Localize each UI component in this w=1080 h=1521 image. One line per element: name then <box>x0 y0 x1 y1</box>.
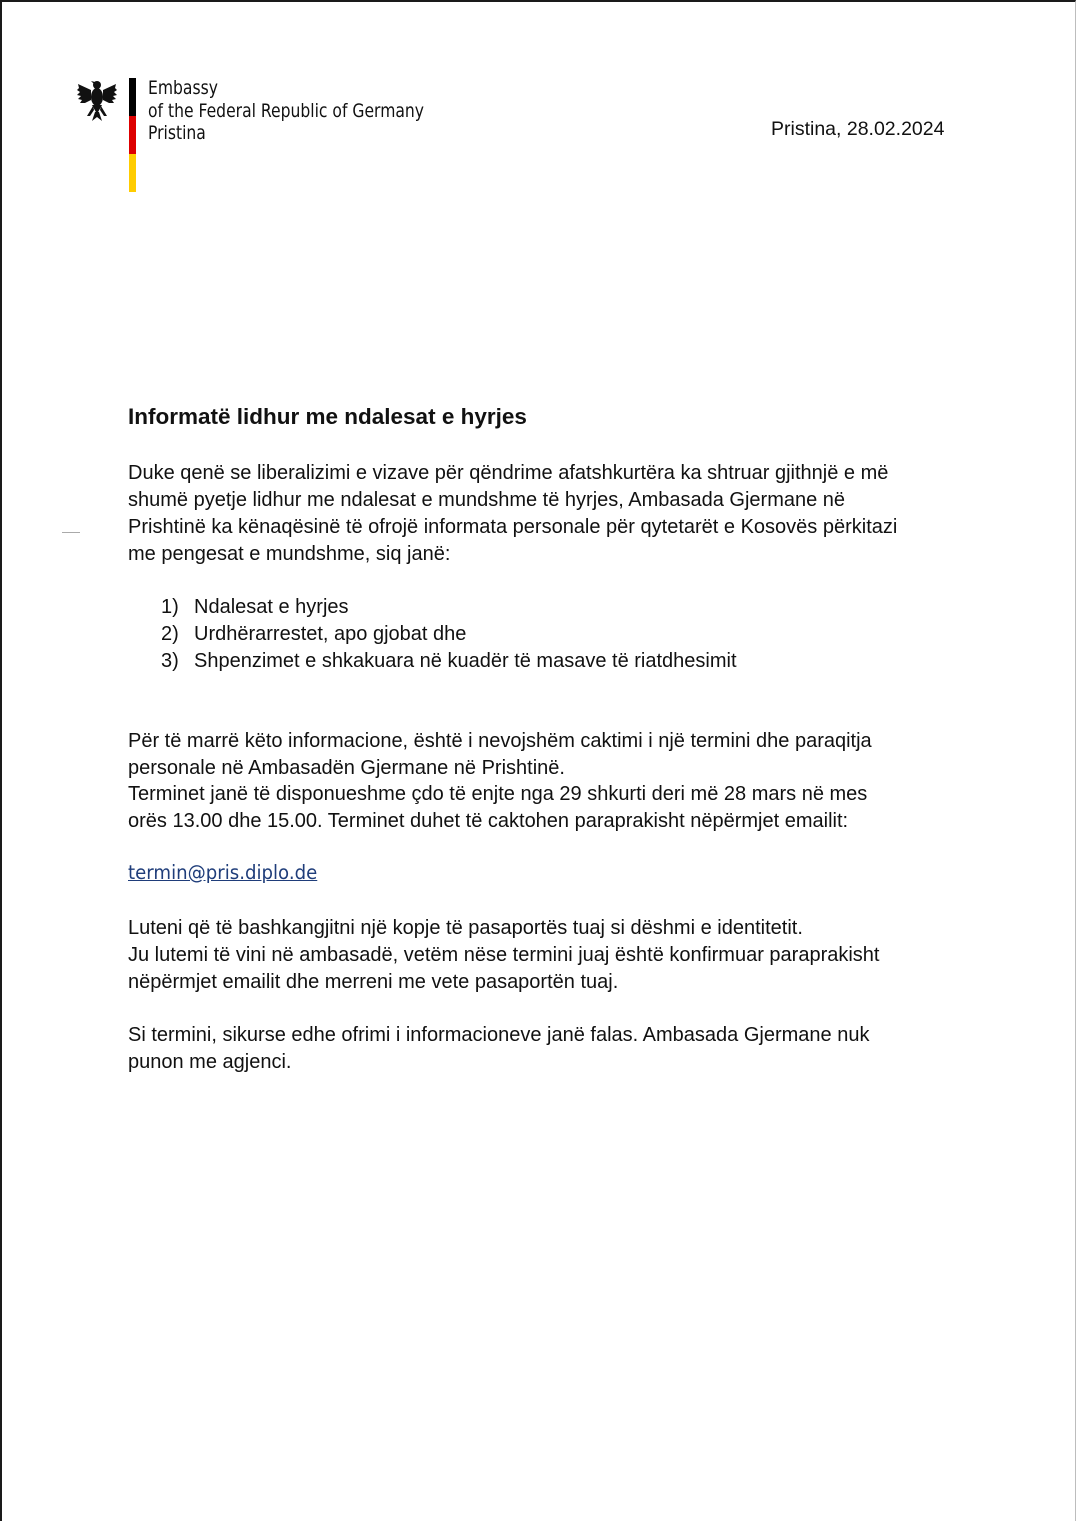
list-item: Ndalesat e hyrjes <box>194 596 349 618</box>
list-number: 2) <box>161 623 179 645</box>
fold-mark <box>62 532 80 533</box>
intro-line: Prishtinë ka kënaqësinë të ofrojë informata personale për qytetarët e Kosovës përkitazi <box>128 516 898 538</box>
place-date: Pristina, 28.02.2024 <box>771 118 945 140</box>
intro-line: Duke qenë se liberalizimi e vizave për qëndrime afatshkurtëra ka shtruar gjithnjë e më <box>128 462 889 484</box>
passport-line: nëpërmjet emailit dhe merreni me vete pasaportën tuaj. <box>128 971 619 993</box>
embassy-name-line: of the Federal Republic of Germany <box>148 99 425 122</box>
list-item: Shpenzimet e shkakuara në kuadër të masave të riatdhesimit <box>194 650 737 672</box>
flag-stripe-black <box>129 78 136 116</box>
intro-line: shumë pyetje lidhur me ndalesat e mundshme të hyrjes, Ambasada Gjermane në <box>128 489 846 511</box>
embassy-name-line: Embassy <box>148 77 218 99</box>
document-title: Informatë lidhur me ndalesat e hyrjes <box>128 404 527 429</box>
intro-line: me pengesat e mundshme, siq janë: <box>128 543 451 565</box>
german-flag-bar <box>129 78 136 192</box>
embassy-name-line: Pristina <box>148 122 206 144</box>
flag-stripe-gold <box>129 154 136 192</box>
email-link[interactable]: termin@pris.diplo.de <box>128 861 318 884</box>
flag-stripe-red <box>129 116 136 154</box>
closing-line: punon me agjenci. <box>128 1051 292 1073</box>
list-number: 1) <box>161 596 179 618</box>
passport-line: Ju lutemi të vini në ambasadë, vetëm nëse termini juaj është konfirmuar paraprakisht <box>128 944 880 966</box>
embassy-name <box>148 77 424 145</box>
federal-eagle-icon <box>76 78 118 122</box>
list-item: Urdhërarrestet, apo gjobat dhe <box>194 623 467 645</box>
closing-line: Si termini, sikurse edhe ofrimi i informacioneve janë falas. Ambasada Gjermane nuk <box>128 1024 870 1046</box>
appointment-line: Për të marrë këto informacione, është i nevojshëm caktimi i një termini dhe paraqitja <box>128 730 872 752</box>
list-number: 3) <box>161 650 179 672</box>
appointment-line: orës 13.00 dhe 15.00. Terminet duhet të caktohen paraprakisht nëpërmjet emailit: <box>128 810 849 832</box>
appointment-line: Terminet janë të disponueshme çdo të enjte nga 29 shkurti deri më 28 mars në mes <box>128 783 868 805</box>
appointment-line: personale në Ambasadën Gjermane në Prishtinë. <box>128 757 565 779</box>
passport-line: Luteni që të bashkangjitni një kopje të pasaportës tuaj si dëshmi e identitetit. <box>128 917 803 939</box>
